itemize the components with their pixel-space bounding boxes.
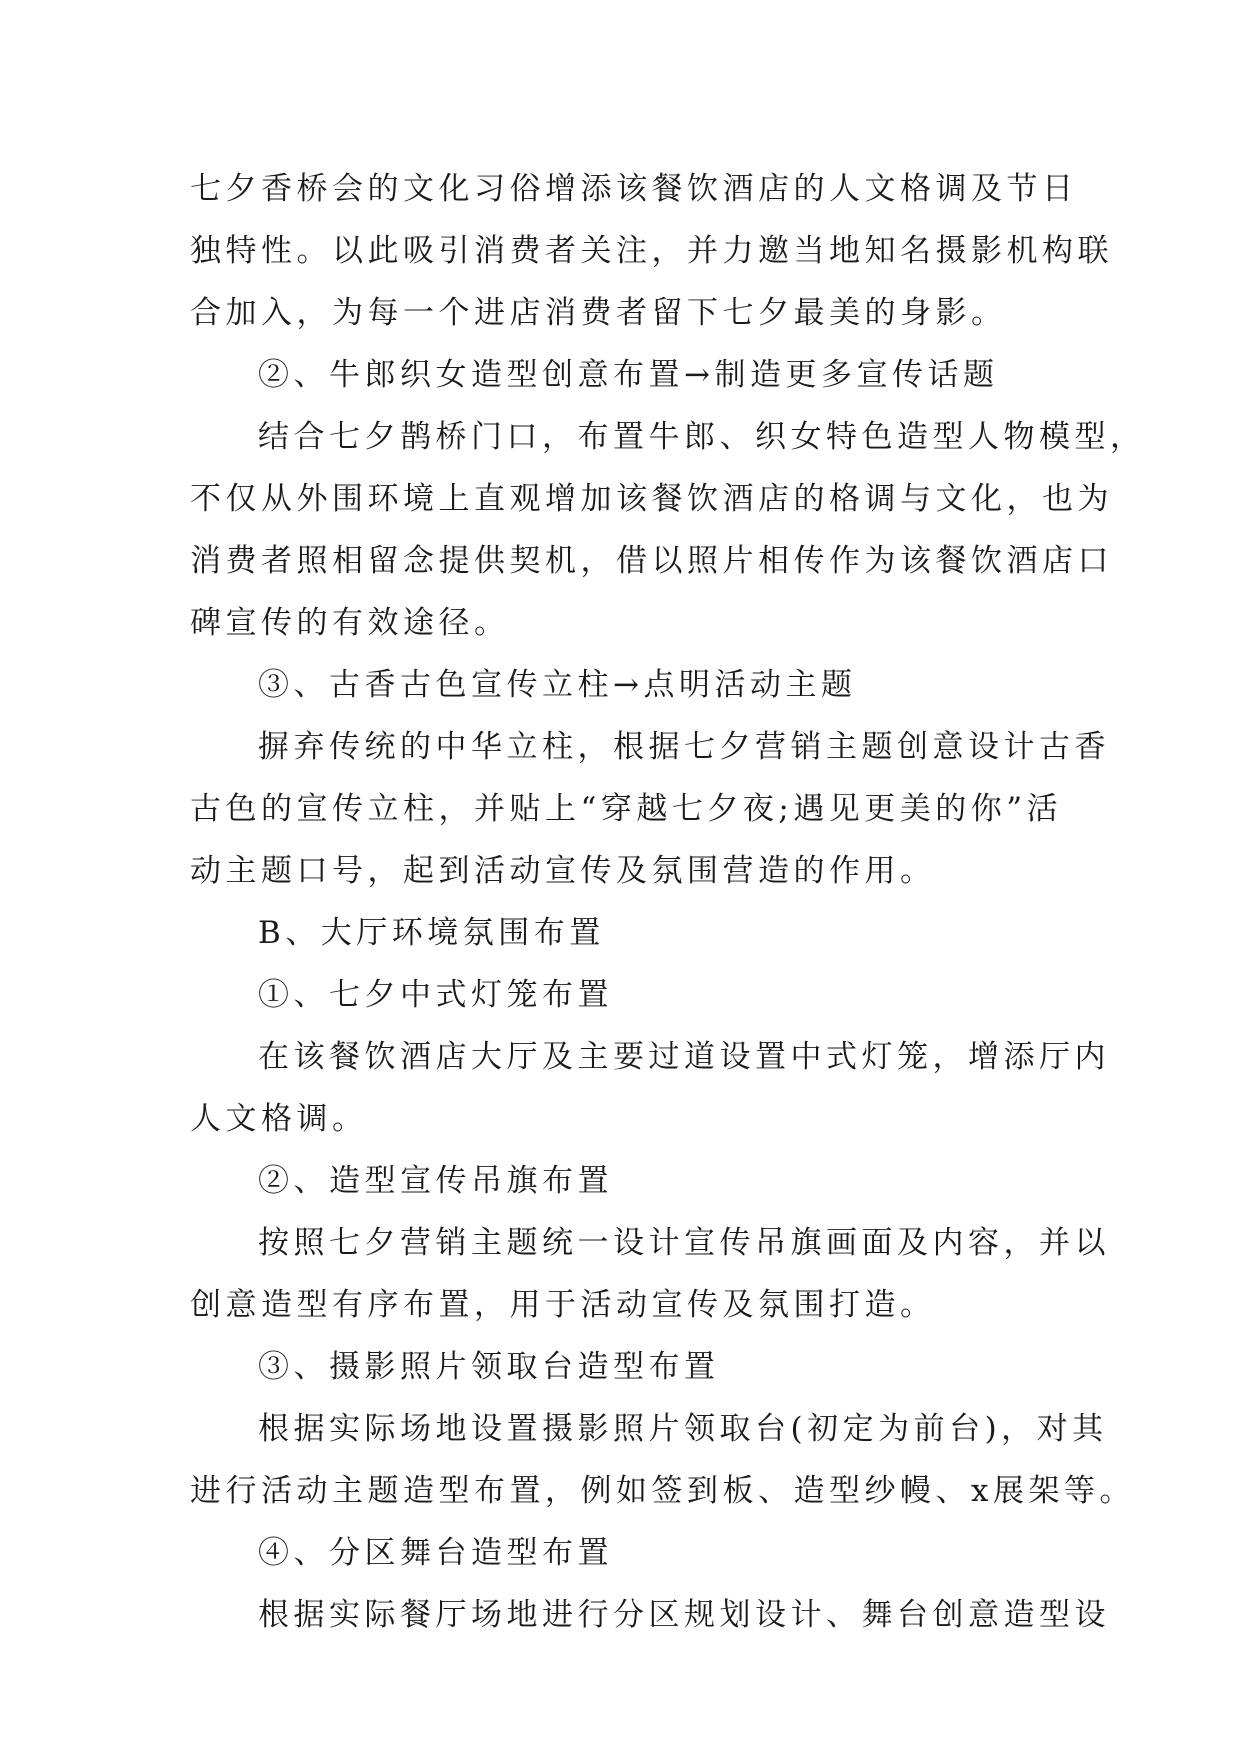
text-line: 合加入，为每一个进店消费者留下七夕最美的身影。 — [190, 295, 1007, 331]
text-line: 人文格调。 — [190, 1101, 368, 1137]
section-heading: ③、古香古色宣传立柱→点明活动主题 — [258, 667, 857, 703]
section-heading: B、大厅环境氛围布置 — [258, 915, 605, 951]
text-line: 按照七夕营销主题统一设计宣传吊旗画面及内容，并以 — [258, 1225, 1110, 1261]
section-heading: ②、牛郎织女造型创意布置→制造更多宣传话题 — [258, 357, 999, 393]
text-line: 根据实际餐厅场地进行分区规划设计、舞台创意造型设 — [258, 1597, 1110, 1633]
text-line: 碑宣传的有效途径。 — [190, 605, 510, 641]
text-line: 独特性。以此吸引消费者关注，并力邀当地知名摄影机构联 — [190, 233, 1113, 269]
text-line: 结合七夕鹊桥门口，布置牛郎、织女特色造型人物模型， — [258, 419, 1146, 455]
text-line: 在该餐饮酒店大厅及主要过道设置中式灯笼，增添厅内 — [258, 1039, 1110, 1075]
section-heading: ②、造型宣传吊旗布置 — [258, 1163, 613, 1199]
text-line: 古色的宣传立柱，并贴上“穿越七夕夜;遇见更美的你”活 — [190, 791, 1063, 827]
text-line: 动主题口号，起到活动宣传及氛围营造的作用。 — [190, 853, 936, 889]
text-line: 创意造型有序布置，用于活动宣传及氛围打造。 — [190, 1287, 936, 1323]
text-line: 不仅从外围环境上直观增加该餐饮酒店的格调与文化，也为 — [190, 481, 1113, 517]
section-heading: ①、七夕中式灯笼布置 — [258, 977, 613, 1013]
section-heading: ④、分区舞台造型布置 — [258, 1535, 613, 1571]
text-line: 摒弃传统的中华立柱，根据七夕营销主题创意设计古香 — [258, 729, 1110, 765]
text-line: 进行活动主题造型布置，例如签到板、造型纱幔、x展架等。 — [190, 1473, 1135, 1509]
text-line: 消费者照相留念提供契机，借以照片相传作为该餐饮酒店口 — [190, 543, 1113, 579]
text-line: 七夕香桥会的文化习俗增添该餐饮酒店的人文格调及节日 — [190, 171, 1078, 207]
section-heading: ③、摄影照片领取台造型布置 — [258, 1349, 720, 1385]
text-line: 根据实际场地设置摄影照片领取台(初定为前台)，对其 — [258, 1411, 1108, 1447]
document-body — [190, 158, 1146, 1646]
